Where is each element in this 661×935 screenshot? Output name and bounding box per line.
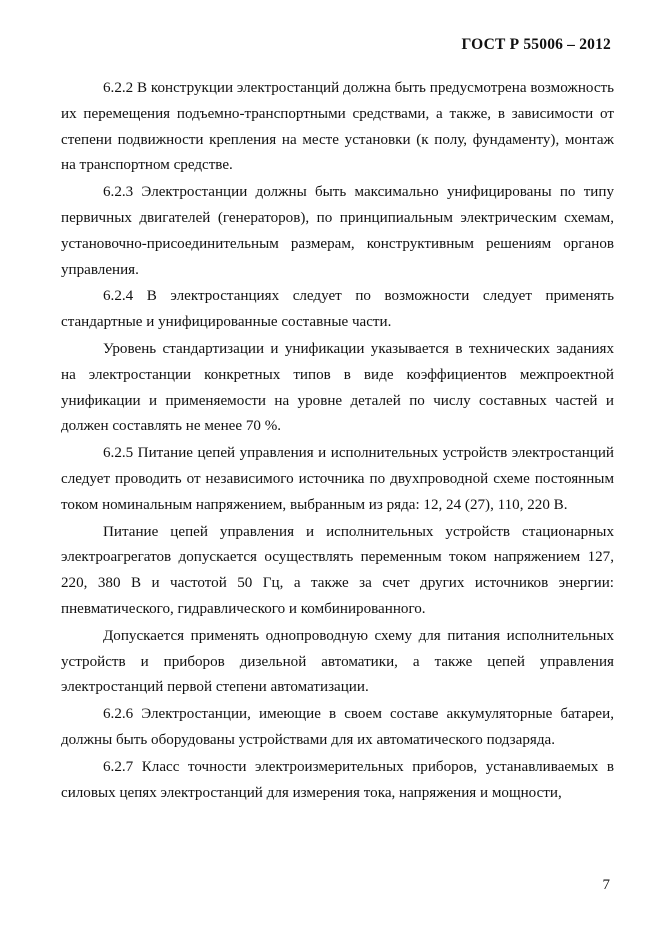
- paragraph-ac-power-supply: Питание цепей управления и исполнительных устройств стационарных электроагрегатов допускается осуществлять переменным током напряжением 127, 220, 380 В и частотой 50 Гц, а также за счет других источников энергии: пневматического, гидравлического и комбинированного.: [61, 523, 614, 617]
- document-code-header: ГОСТ Р 55006 – 2012: [461, 36, 611, 53]
- page-number: 7: [602, 877, 610, 893]
- paragraph-single-wire-scheme: Допускается применять однопроводную схему для питания исполнительных устройств и приборов дизельной автоматики, а также цепей управления электростанций первой степени автоматизации.: [61, 627, 614, 696]
- paragraph-unification-level: Уровень стандартизации и унификации указывается в технических заданиях на электростанции конкретных типов в виде коэффициентов межпроектной унификации и применяемости на уровне деталей по числу составных частей и должен составлять не менее 70 %.: [61, 340, 614, 435]
- paragraph-6-2-4: 6.2.4 В электростанциях следует по возможности следует применять стандартные и унифицированные составные части.: [61, 288, 614, 331]
- paragraph-6-2-3: 6.2.3 Электростанции должны быть максимально унифицированы по типу первичных двигателей (генераторов), по принципиальным электрическим схемам, установочно-присоединительным размерам, конструктивным решениям органов управления.: [61, 184, 614, 278]
- paragraph-6-2-7: 6.2.7 Класс точности электроизмерительных приборов, устанавливаемых в силовых цепях электростанций для измерения тока, напряжения и мощности,: [61, 758, 614, 801]
- paragraph-6-2-2: 6.2.2 В конструкции электростанций должна быть предусмотрена возможность их перемещения подъемно-транспортными средствами, а также, в зависимости от степени подвижности крепления на месте установки (к полу, фундаменту), монтаж на транспортном средстве.: [61, 80, 614, 174]
- paragraph-6-2-5: 6.2.5 Питание цепей управления и исполнительных устройств электростанций следует проводить от независимого источника по двухпроводной схеме постоянным током номинальным напряжением, выбранным из ряда: 12, 24 (27), 110, 220 В.: [61, 445, 614, 513]
- document-body: [61, 76, 614, 806]
- paragraph-6-2-6: 6.2.6 Электростанции, имеющие в своем составе аккумуляторные батареи, должны быть оборудованы устройствами для их автоматического подзаряда.: [61, 706, 614, 748]
